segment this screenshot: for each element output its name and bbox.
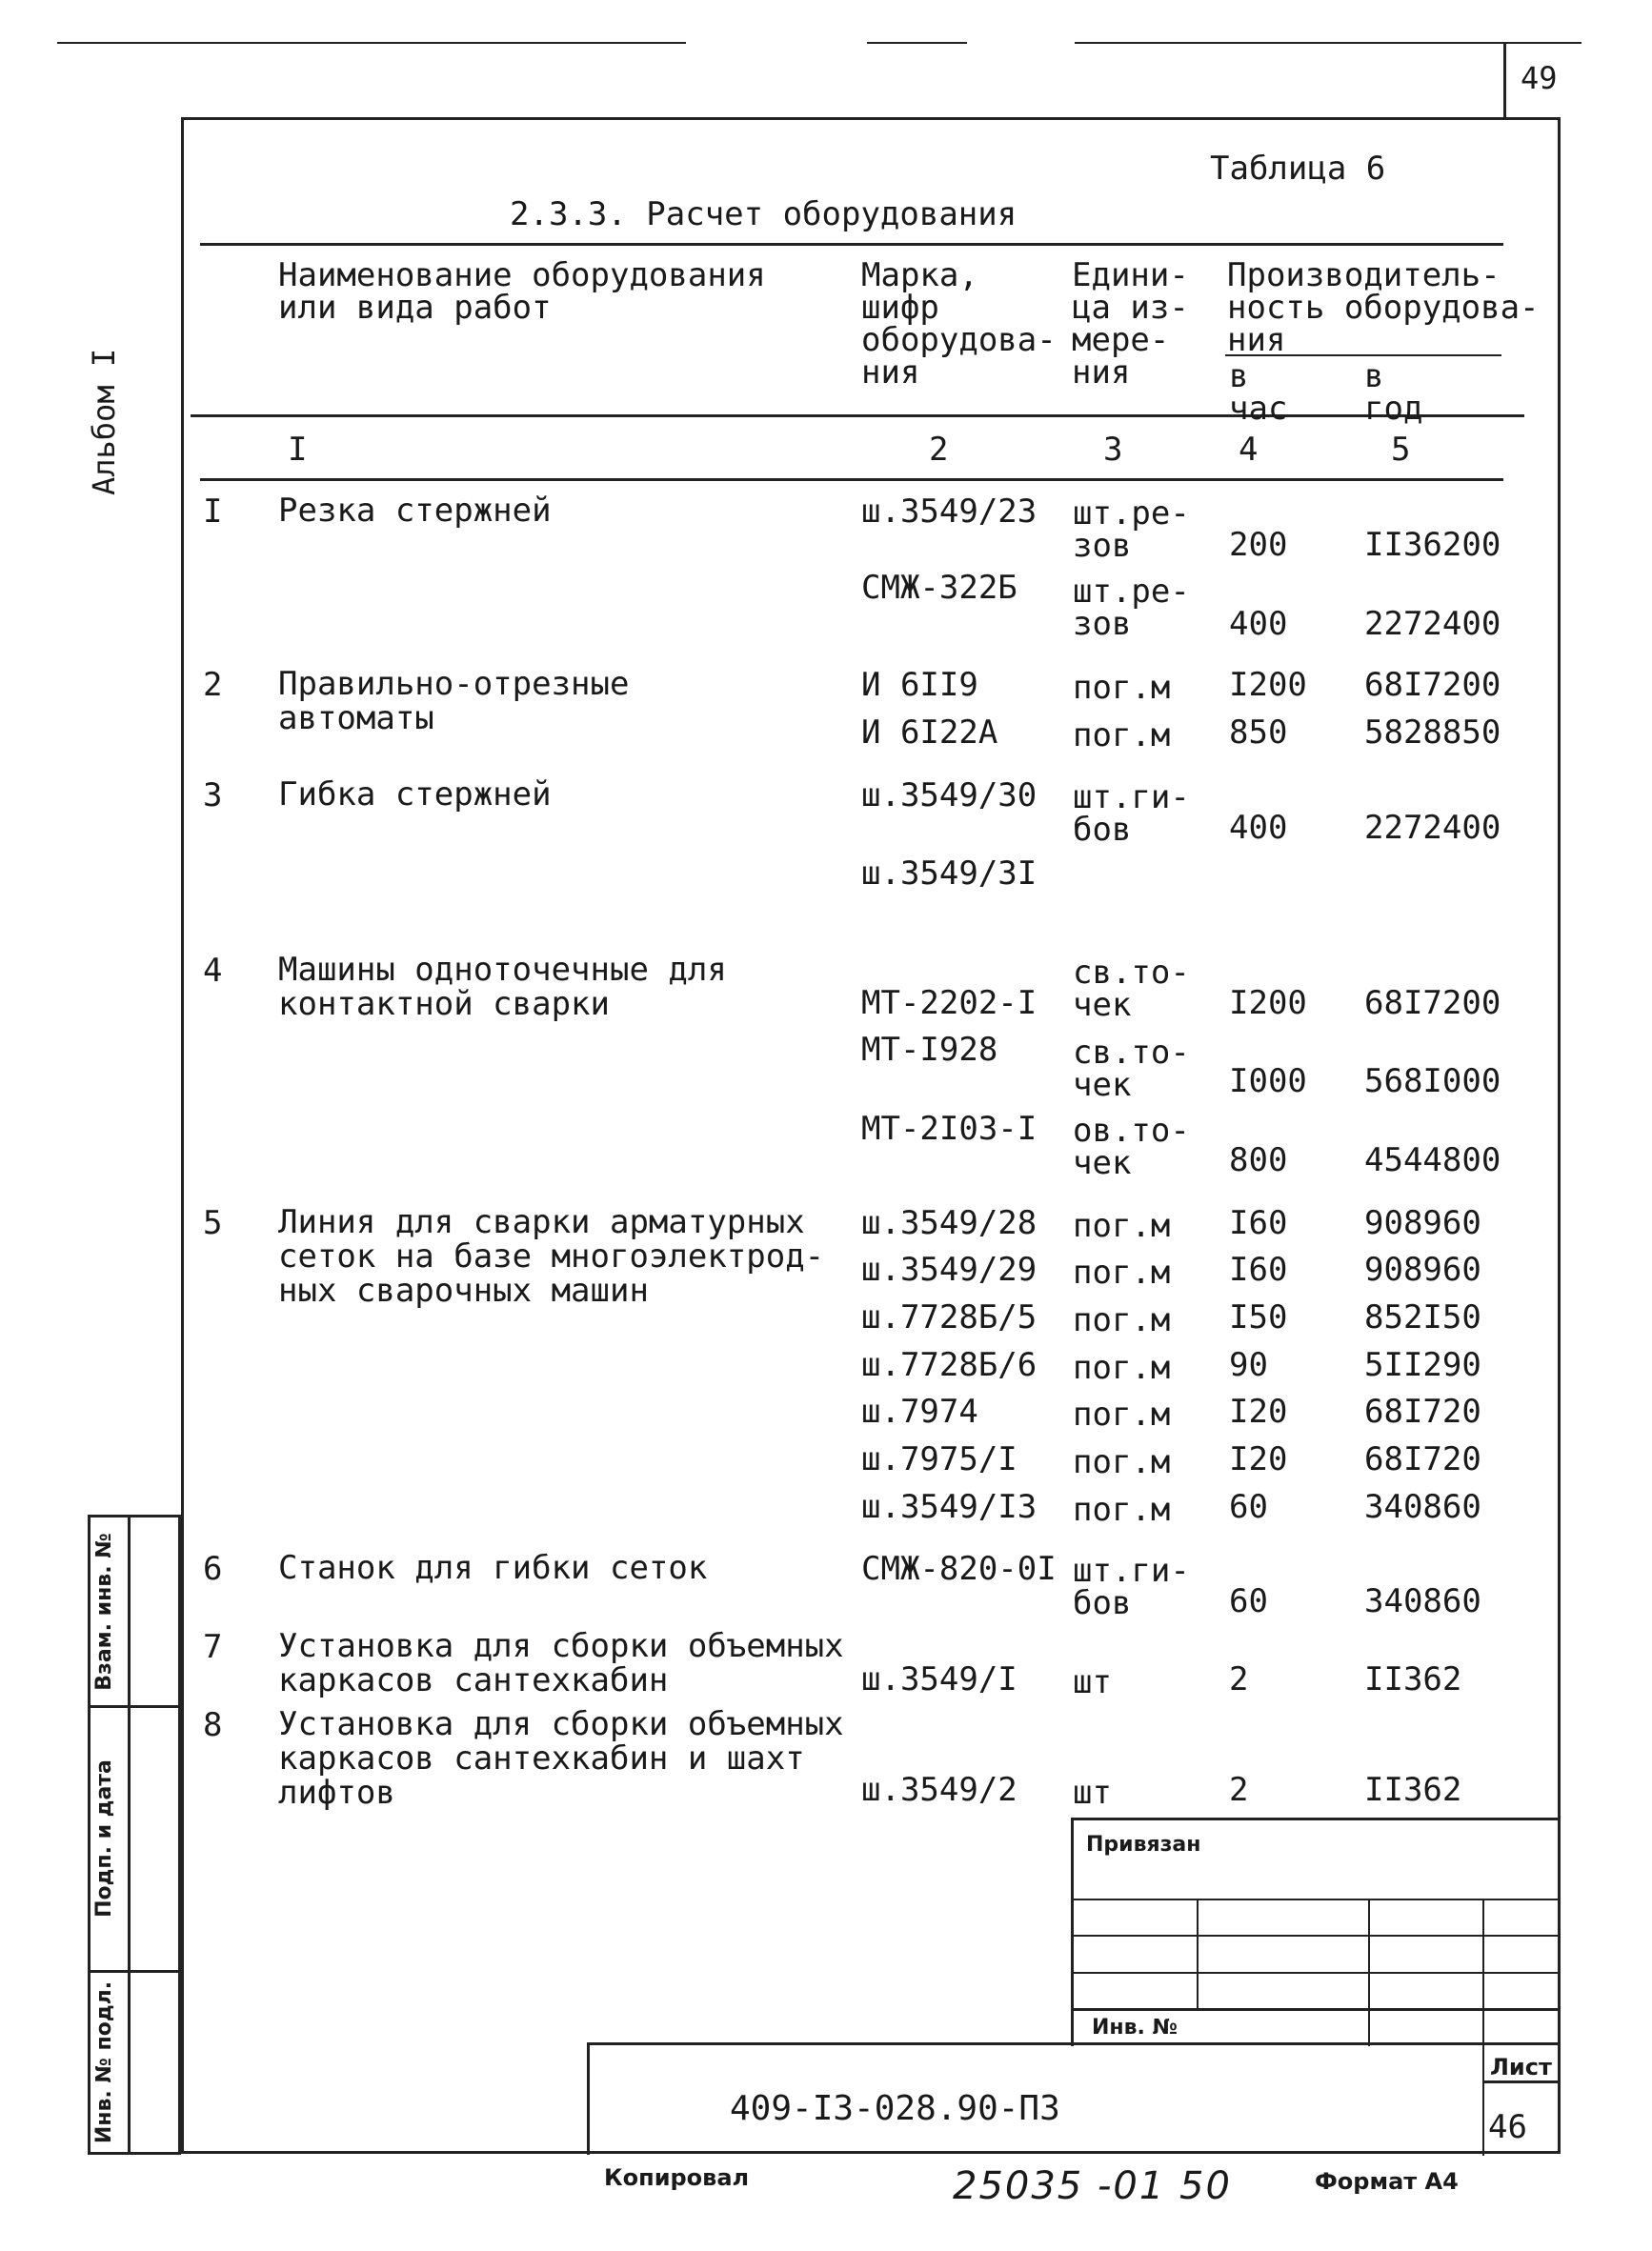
row-unit: пог.м xyxy=(1073,1349,1171,1387)
table-top-rule xyxy=(200,243,1503,246)
row-year: 2272400 xyxy=(1364,605,1501,643)
row-hour: 400 xyxy=(1229,809,1288,847)
podp-data-label: Подп. и дата xyxy=(92,1759,116,1918)
row-hour: I200 xyxy=(1229,984,1307,1022)
row-mark: ш.3549/I3 xyxy=(861,1488,1038,1526)
row-name: Станок для гибки сеток xyxy=(278,1549,708,1587)
privyazan-label: Привязан xyxy=(1086,1833,1201,1857)
row-hour: I60 xyxy=(1229,1204,1288,1242)
row-name: Машины одноточечные для контактной сварки xyxy=(278,951,727,1023)
column-number: 4 xyxy=(1239,431,1259,469)
row-name: Установка для сборки объемных каркасов сантехкабин и шахт лифтов xyxy=(278,1705,844,1812)
row-year: 340860 xyxy=(1364,1582,1481,1620)
row-unit: пог.м xyxy=(1073,669,1171,707)
header-name: Наименование оборудования или вида работ xyxy=(278,256,766,327)
handwritten-number: 25035 -01 50 xyxy=(953,2164,1232,2208)
document-code: 409-I3-028.90-ПЗ xyxy=(730,2089,1060,2128)
row-name: Резка стержней xyxy=(278,492,552,530)
row-year: 68I720 xyxy=(1364,1393,1481,1431)
copied-label: Копировал xyxy=(604,2164,750,2191)
stamp-left-border xyxy=(1071,1818,1074,2046)
row-year: 68I720 xyxy=(1364,1440,1481,1478)
row-mark: ш.3549/2 xyxy=(861,1771,1017,1809)
row-number: 8 xyxy=(203,1706,223,1744)
stamp-grid-line xyxy=(1071,2008,1561,2011)
row-hour: I20 xyxy=(1229,1393,1288,1431)
doc-code-box-left xyxy=(587,2042,590,2155)
header-unit: Едини- ца из- мере- ния xyxy=(1072,256,1189,392)
row-unit: пог.м xyxy=(1073,1207,1171,1245)
row-hour: I20 xyxy=(1229,1440,1288,1478)
stamp-grid-line xyxy=(1071,1899,1561,1900)
sheet-number: 46 xyxy=(1488,2108,1527,2146)
row-unit: пог.м xyxy=(1073,1301,1171,1339)
row-year: 5828850 xyxy=(1364,713,1501,752)
inv-no-label: Инв. № xyxy=(1092,2016,1179,2040)
row-hour: I50 xyxy=(1229,1298,1288,1337)
row-mark: ш.7974 xyxy=(861,1393,978,1431)
row-hour: 60 xyxy=(1229,1488,1268,1526)
row-year: 340860 xyxy=(1364,1488,1481,1526)
stamp-top-border xyxy=(1071,1818,1561,1820)
column-number: I xyxy=(288,431,308,469)
row-unit: шт xyxy=(1073,1774,1112,1812)
row-number: 3 xyxy=(203,776,223,814)
row-mark: ш.3549/3I xyxy=(861,854,1038,893)
row-mark: И 6I22А xyxy=(861,713,998,752)
row-year: II36200 xyxy=(1364,526,1501,564)
row-mark: СМЖ-820-0I xyxy=(861,1550,1057,1588)
row-year: 5II290 xyxy=(1364,1346,1481,1384)
row-number: 2 xyxy=(203,666,223,704)
inv-podl-label: Инв. № подл. xyxy=(92,1980,116,2144)
row-unit: шт.ги- бов xyxy=(1073,1552,1190,1622)
row-hour: 400 xyxy=(1229,605,1288,643)
row-year: 2272400 xyxy=(1364,809,1501,847)
stamp-grid-col xyxy=(1482,1899,1484,2156)
row-number: 4 xyxy=(203,952,223,990)
row-hour: 2 xyxy=(1229,1771,1249,1809)
row-mark: ш.7728Б/6 xyxy=(861,1346,1038,1384)
stamp-grid-col xyxy=(1368,1899,1370,2046)
header-per-year: в год xyxy=(1364,357,1423,428)
row-hour: I60 xyxy=(1229,1251,1288,1289)
top-rule-left xyxy=(57,42,686,44)
row-mark: ш.7975/I xyxy=(861,1440,1017,1478)
row-name: Линия для сварки арматурных сеток на базе многоэлектрод- ных сварочных машин xyxy=(278,1203,825,1310)
row-mark: И 6II9 xyxy=(861,666,978,704)
column-number: 2 xyxy=(929,431,949,469)
row-year: 68I7200 xyxy=(1364,666,1501,704)
row-unit: шт.ре- зов xyxy=(1073,573,1190,643)
stamp-grid-line xyxy=(1071,1935,1561,1937)
row-mark: ш.3549/30 xyxy=(861,776,1038,814)
doc-code-box-top xyxy=(587,2042,1561,2045)
side-stamp-line xyxy=(88,1515,181,1517)
row-unit: пог.м xyxy=(1073,1254,1171,1292)
header-per-hour: в час xyxy=(1229,357,1288,428)
row-year: 908960 xyxy=(1364,1204,1481,1242)
row-unit: св.то- чек xyxy=(1073,954,1190,1024)
row-mark: ш.3549/29 xyxy=(861,1251,1038,1289)
row-unit: пог.м xyxy=(1073,716,1171,754)
section-title: 2.3.3. Расчет оборудования xyxy=(510,195,1017,233)
row-unit: пог.м xyxy=(1073,1443,1171,1481)
row-hour: I200 xyxy=(1229,666,1307,704)
row-mark: МТ-2202-I xyxy=(861,984,1038,1022)
stamp-grid-col xyxy=(1197,1899,1199,2008)
page-number-box-border xyxy=(1503,42,1506,118)
format-label: Формат А4 xyxy=(1315,2168,1459,2195)
row-name: Гибка стержней xyxy=(278,775,552,814)
row-number: 6 xyxy=(203,1550,223,1588)
row-mark: МТ-2I03-I xyxy=(861,1110,1038,1148)
row-year: II362 xyxy=(1364,1771,1462,1809)
header-bottom-rule xyxy=(191,414,1524,417)
row-mark: СМЖ-322Б xyxy=(861,569,1017,607)
row-year: 568I000 xyxy=(1364,1062,1501,1100)
row-mark: ш.3549/28 xyxy=(861,1204,1038,1242)
column-numbers-rule xyxy=(200,478,1503,481)
row-hour: 90 xyxy=(1229,1346,1268,1384)
row-hour: 2 xyxy=(1229,1660,1249,1698)
row-mark: ш.3549/I xyxy=(861,1660,1017,1698)
row-year: II362 xyxy=(1364,1660,1462,1698)
column-number: 5 xyxy=(1391,431,1411,469)
column-number: 3 xyxy=(1103,431,1123,469)
row-unit: шт.ги- бов xyxy=(1073,778,1190,849)
row-unit: пог.м xyxy=(1073,1396,1171,1434)
row-year: 4544800 xyxy=(1364,1141,1501,1179)
row-mark: МТ-I928 xyxy=(861,1031,998,1069)
row-unit: ов.то- чек xyxy=(1073,1112,1190,1182)
row-hour: 200 xyxy=(1229,526,1288,564)
row-number: 5 xyxy=(203,1204,223,1242)
stamp-grid-line xyxy=(1071,1972,1561,1974)
top-rule-mid xyxy=(867,42,967,44)
side-stamp-divider xyxy=(128,1515,131,2155)
vzam-inv-label: Взам. инв. № xyxy=(92,1533,116,1691)
row-name: Правильно-отрезные автоматы xyxy=(278,665,630,737)
row-year: 852I50 xyxy=(1364,1298,1481,1337)
row-hour: 800 xyxy=(1229,1141,1288,1179)
row-number: I xyxy=(203,492,223,531)
row-number: 7 xyxy=(203,1628,223,1666)
table-label: Таблица 6 xyxy=(1210,150,1386,188)
row-mark: ш.3549/23 xyxy=(861,492,1038,531)
row-mark: ш.7728Б/5 xyxy=(861,1298,1038,1337)
page-number: 49 xyxy=(1521,60,1558,96)
row-year: 68I7200 xyxy=(1364,984,1501,1022)
side-stamp-line xyxy=(88,1705,181,1708)
album-label: Альбом I xyxy=(86,348,122,495)
header-mark: Марка, шифр оборудова- ния xyxy=(861,256,1057,392)
row-unit: св.то- чек xyxy=(1073,1034,1190,1104)
row-hour: 60 xyxy=(1229,1582,1268,1620)
sheet-label-rule xyxy=(1482,2080,1561,2083)
row-hour: 850 xyxy=(1229,713,1288,752)
row-unit: шт.ре- зов xyxy=(1073,494,1190,565)
header-productivity: Производитель- ность оборудова- ния xyxy=(1227,256,1540,359)
sheet-label: Лист xyxy=(1490,2054,1552,2080)
row-name: Установка для сборки объемных каркасов сантехкабин xyxy=(278,1627,844,1699)
row-unit: пог.м xyxy=(1073,1491,1171,1529)
row-year: 908960 xyxy=(1364,1251,1481,1289)
row-unit: шт xyxy=(1073,1663,1112,1701)
row-hour: I000 xyxy=(1229,1062,1307,1100)
